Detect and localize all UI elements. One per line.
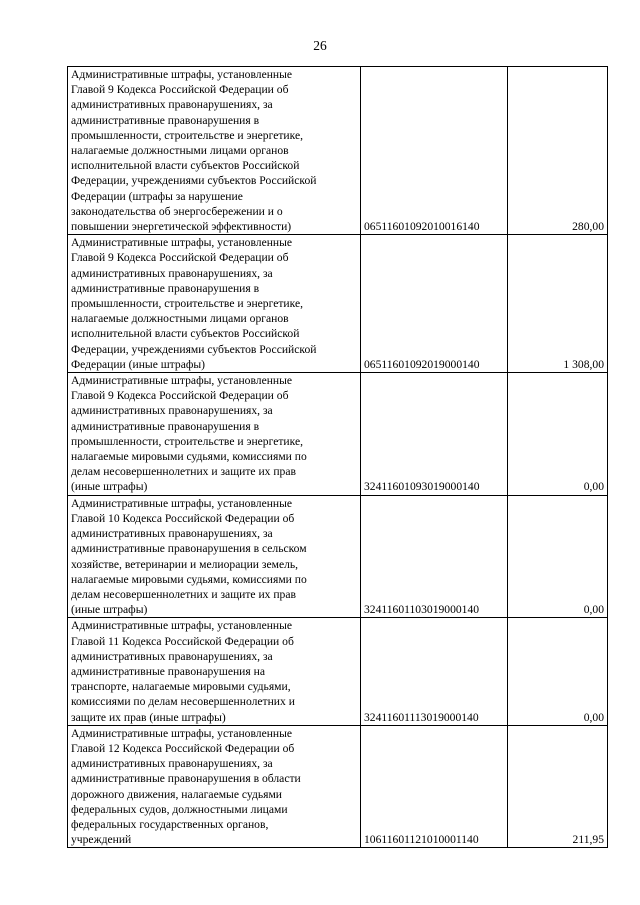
budget-code-cell: 32411601113019000140 xyxy=(361,618,508,725)
page-number: 26 xyxy=(313,38,327,53)
revenue-name-text: Административные штрафы, установленные Главой 9 Кодекса Российской Федерации об административных правонарушениях, за административные правонарушения в промышленности, строительстве и энергетике, налагаемые мировыми судьями, комиссиями по делам несовершеннолетних и защите их прав (иные штрафы) xyxy=(71,374,307,494)
revenue-name-cell xyxy=(68,235,361,373)
revenue-name-cell xyxy=(68,495,361,618)
table-row xyxy=(68,235,608,373)
amount-cell: 0,00 xyxy=(508,495,608,618)
table-row xyxy=(68,725,608,848)
budget-code-cell: 10611601121010001140 xyxy=(361,725,508,848)
revenue-name-cell xyxy=(68,373,361,496)
table-row xyxy=(68,495,608,618)
budget-code-cell: 06511601092010016140 xyxy=(361,67,508,235)
amount-cell: 280,00 xyxy=(508,67,608,235)
budget-code-cell: 06511601092019000140 xyxy=(361,235,508,373)
revenue-name-cell xyxy=(68,725,361,848)
table-row xyxy=(68,373,608,496)
revenue-name-text: Административные штрафы, установленные Главой 12 Кодекса Российской Федерации об административных правонарушениях, за административные правонарушения в области дорожного движения, налагаемые судьями федеральных судов, должностными лицами федеральных государственных органов, учреждений xyxy=(71,726,301,847)
amount-cell: 1 308,00 xyxy=(508,235,608,373)
amount-cell: 0,00 xyxy=(508,373,608,496)
revenue-name-text: Административные штрафы, установленные Главой 10 Кодекса Российской Федерации об административных правонарушениях, за административные правонарушения в сельском хозяйстве, ветеринарии и мелиорации земель, налагаемые мировыми судьями, комиссиями по делам несовершеннолетних и защите их прав (иные штрафы) xyxy=(71,496,307,617)
revenue-name-cell xyxy=(68,67,361,235)
table-row xyxy=(68,618,608,725)
amount-cell: 0,00 xyxy=(508,618,608,725)
revenue-name-text: Административные штрафы, установленные Главой 9 Кодекса Российской Федерации об административных правонарушениях, за административные правонарушения в промышленности, строительстве и энергетике, налагаемые должностными лицами органов исполнительной власти субъектов Российской Федерации, учреждениями субъектов Российской Федерации (штрафы за нарушение законодательства об энергосбережении и о повышении энергетической эффективности) xyxy=(71,68,317,234)
budget-code-cell: 32411601093019000140 xyxy=(361,373,508,496)
revenue-name-text: Административные штрафы, установленные Главой 9 Кодекса Российской Федерации об административных правонарушениях, за административные правонарушения в промышленности, строительстве и энергетике, налагаемые должностными лицами органов исполнительной власти субъектов Российской Федерации, учреждениями субъектов Российской Федерации (иные штрафы) xyxy=(71,236,317,371)
revenue-name-cell xyxy=(68,618,361,725)
budget-code-cell: 32411601103019000140 xyxy=(361,495,508,618)
revenue-table xyxy=(67,66,608,848)
amount-cell: 211,95 xyxy=(508,725,608,848)
table-row xyxy=(68,67,608,235)
revenue-name-text: Административные штрафы, установленные Главой 11 Кодекса Российской Федерации об административных правонарушениях, за административные правонарушения на транспорте, налагаемые мировыми судьями, комиссиями по делам несовершеннолетних и защите их прав (иные штрафы) xyxy=(71,619,295,724)
